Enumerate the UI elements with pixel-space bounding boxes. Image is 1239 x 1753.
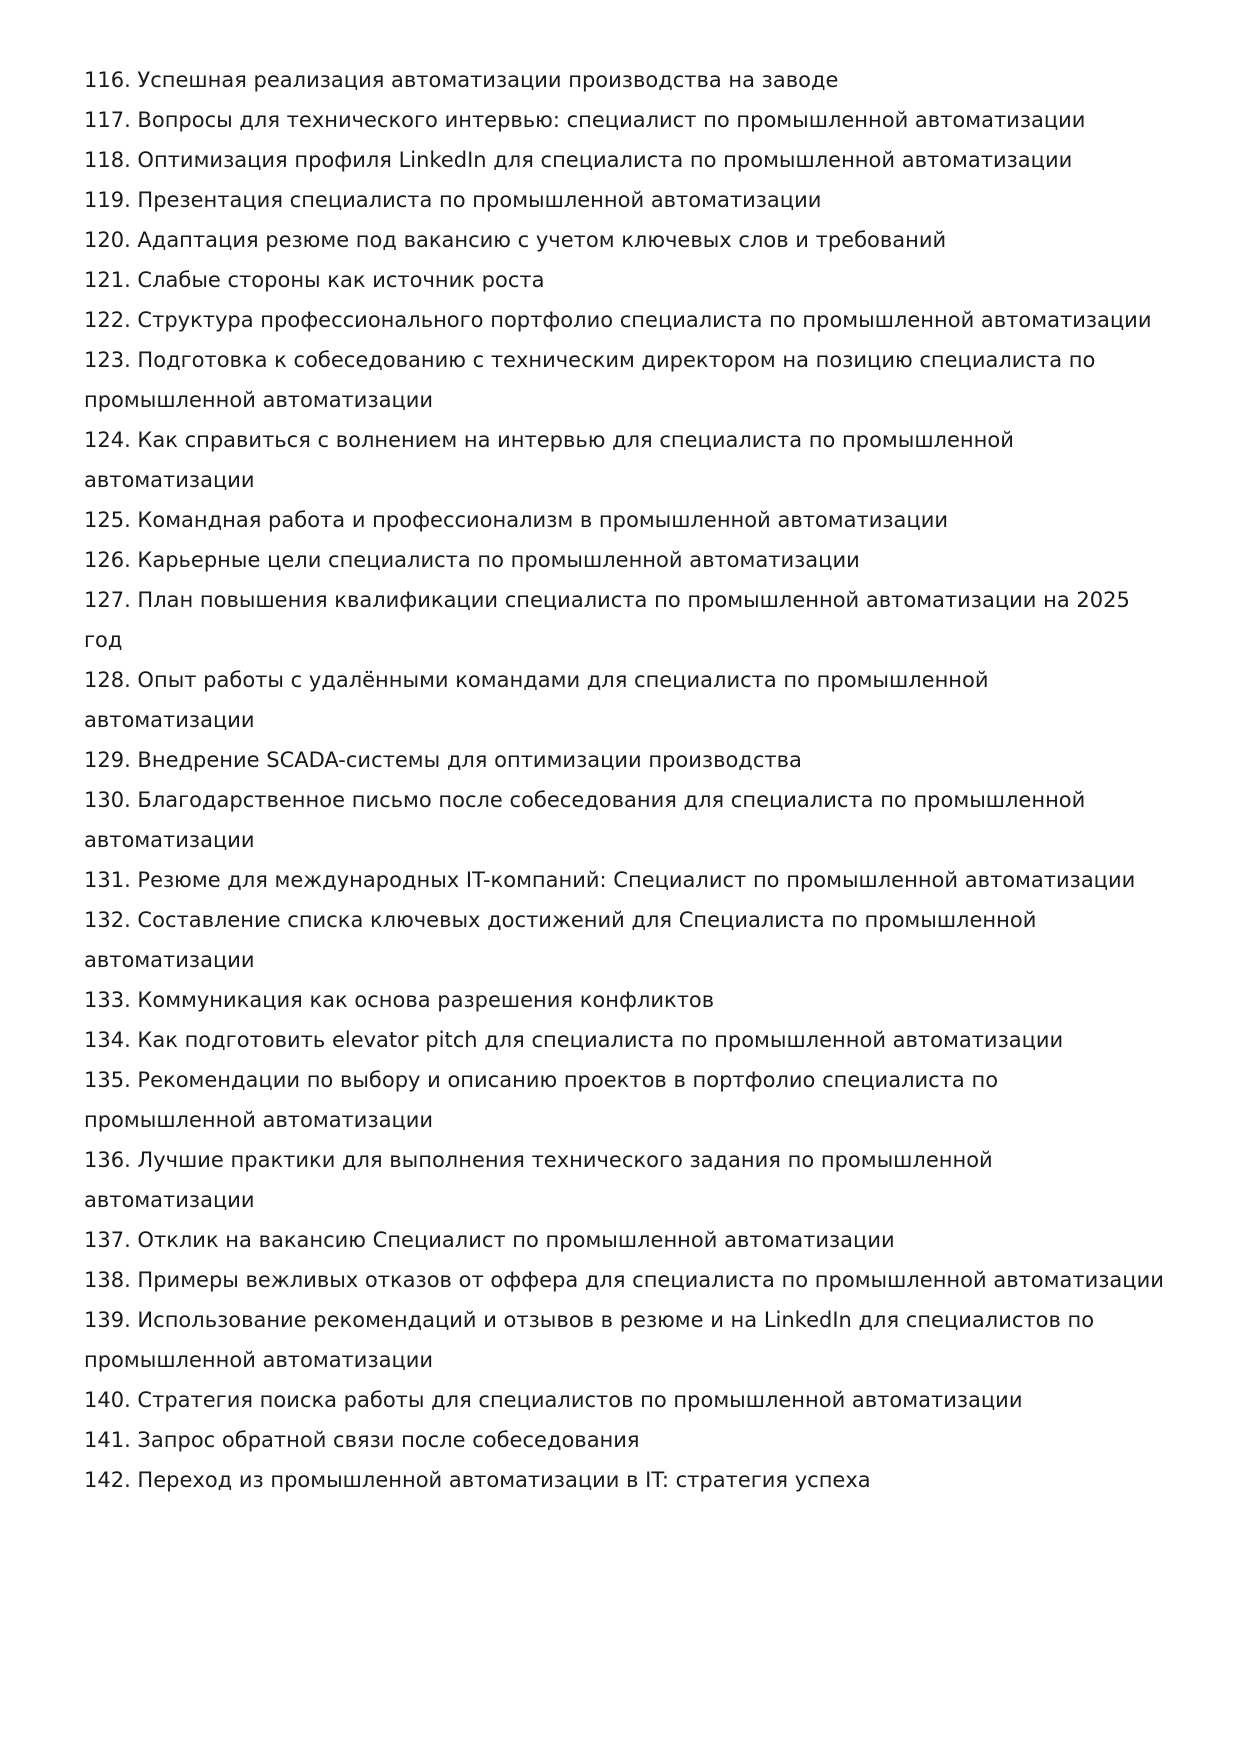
list-item: 117. Вопросы для технического интервью: специалист по промышленной автоматизации	[84, 108, 1086, 132]
list-item: 134. Как подготовить elevator pitch для специалиста по промышленной автоматизации	[84, 1028, 1064, 1052]
list-item: 132. Составление списка ключевых достижений для Специалиста по промышленной автоматизации	[84, 908, 1037, 972]
list-item: 119. Презентация специалиста по промышленной автоматизации	[84, 188, 822, 212]
list-item: 126. Карьерные цели специалиста по промышленной автоматизации	[84, 548, 860, 572]
list-item: 141. Запрос обратной связи после собеседования	[84, 1428, 640, 1452]
list-item: 142. Переход из промышленной автоматизации в IT: стратегия успеха	[84, 1468, 871, 1492]
list-item: 123. Подготовка к собеседованию с техническим директором на позицию специалиста по промышленной автоматизации	[84, 348, 1096, 412]
list-item: 137. Отклик на вакансию Специалист по промышленной автоматизации	[84, 1228, 895, 1252]
list-item: 136. Лучшие практики для выполнения технического задания по промышленной автоматизации	[84, 1148, 993, 1212]
list-item: 129. Внедрение SCADA-системы для оптимизации производства	[84, 748, 802, 772]
list-item: 139. Использование рекомендаций и отзывов в резюме и на LinkedIn для специалистов по промышленной автоматизации	[84, 1308, 1095, 1372]
list-item: 118. Оптимизация профиля LinkedIn для специалиста по промышленной автоматизации	[84, 148, 1073, 172]
list-item: 127. План повышения квалификации специалиста по промышленной автоматизации на 2025 год	[84, 588, 1130, 652]
list-item: 122. Структура профессионального портфолио специалиста по промышленной автоматизации	[84, 308, 1152, 332]
list-item: 125. Командная работа и профессионализм в промышленной автоматизации	[84, 508, 948, 532]
numbered-topic-list	[84, 60, 1164, 1500]
list-item: 124. Как справиться с волнением на интервью для специалиста по промышленной автоматизации	[84, 428, 1014, 492]
list-item: 120. Адаптация резюме под вакансию с учетом ключевых слов и требований	[84, 228, 947, 252]
list-item: 116. Успешная реализация автоматизации производства на заводе	[84, 68, 839, 92]
list-item: 121. Слабые стороны как источник роста	[84, 268, 545, 292]
list-item: 138. Примеры вежливых отказов от оффера для специалиста по промышленной автоматизации	[84, 1268, 1164, 1292]
list-item: 128. Опыт работы с удалёнными командами для специалиста по промышленной автоматизации	[84, 668, 989, 732]
list-item: 140. Стратегия поиска работы для специалистов по промышленной автоматизации	[84, 1388, 1023, 1412]
list-item: 130. Благодарственное письмо после собеседования для специалиста по промышленной автоматизации	[84, 788, 1086, 852]
list-item: 131. Резюме для международных IT-компаний: Специалист по промышленной автоматизации	[84, 868, 1136, 892]
list-item: 133. Коммуникация как основа разрешения конфликтов	[84, 988, 715, 1012]
list-item: 135. Рекомендации по выбору и описанию проектов в портфолио специалиста по промышленной автоматизации	[84, 1068, 999, 1132]
